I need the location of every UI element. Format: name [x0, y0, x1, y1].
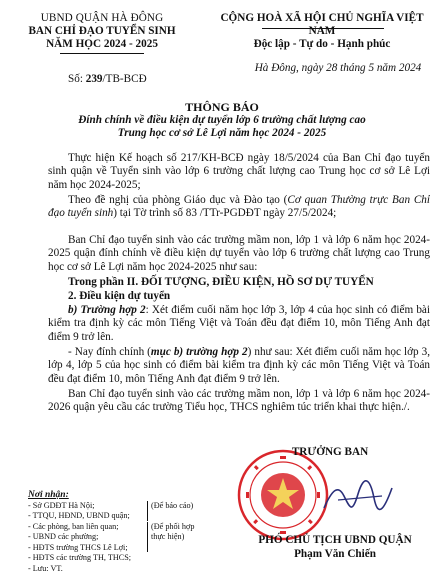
unit-name: BAN CHỈ ĐẠO TUYỂN SINH [28, 25, 176, 37]
document-subtitle [38, 114, 406, 140]
recipient-item: - Các phòng, ban liên quan; [28, 521, 119, 531]
correction-text-b: ) như sau: Xét điểm cuối năm học lớp 3, lớp 4, lớp 5 của học sinh có điểm bài kiểm tra định kỳ các môn Tiếng Việt và Toán đều đạt điểm 10, môn Tiếng Anh đạt điểm 9 trở lên. [48, 346, 430, 385]
paragraph-closing: Ban Chỉ đạo tuyển sinh vào các trường mầm non, lớp 1 và lớp 6 năm học 2024-2026 quận yêu cầu các trường Tiểu học, THCS nghiêm túc triển khai thực hiện./. [48, 388, 430, 414]
paragraph-announcement: Ban Chỉ đạo tuyển sinh vào các trường mầm non, lớp 1 và lớp 6 năm học 2024-2025 quận đính chính về điều kiện dự tuyển vào lớp 6 trường chất lượng cao Trung học cơ sở Lê Lợi năm học 2024-2025 như sau: [48, 234, 430, 273]
case-2-label: b) Trường hợp 2 [68, 304, 146, 316]
org-name: UBND QUẬN HÀ ĐÔNG [40, 12, 164, 24]
correction-text-a: - Nay đính chính ( [68, 346, 151, 358]
note-report-text: (Để báo cáo) [151, 501, 194, 510]
signer-title: TRƯỞNG BAN [291, 446, 369, 458]
signer-position: PHÓ CHỦ TỊCH UBND QUẬN [258, 534, 412, 546]
proposal-text-a: Theo đề nghị của phòng Giáo dục và Đào tạo ( [68, 194, 288, 206]
paragraph-reference: Thực hiện Kế hoạch số 217/KH-BCĐ ngày 18/5/2024 của Ban Chỉ đạo tuyển sinh quận về Tuyển sinh vào lớp 6 trường chất lượng cao Trung học cơ sở Lê Lợi năm học 2024-2025; [48, 152, 430, 191]
subtitle-line-2: Trung học cơ sở Lê Lợi năm học 2024 - 2025 [117, 127, 327, 139]
doc-number-value: 239 [85, 73, 103, 85]
document-title: THÔNG BÁO [185, 100, 259, 114]
motto: Độc lập - Tự do - Hạnh phúc [253, 38, 391, 50]
recipient-item: - HĐTS các trường TH, THCS; [28, 553, 132, 562]
paragraph-case-2 [48, 304, 430, 344]
subsection-heading: 2. Điều kiện dự tuyển [68, 290, 171, 302]
issuing-authority [16, 12, 188, 51]
country-name: CỘNG HOÀ XÃ HỘI CHỦ NGHĨA VIỆT NAM [220, 12, 424, 37]
note-coordinate-text: (Để phối hợp thực hiện) [151, 522, 195, 541]
school-year: NĂM HỌC 2024 - 2025 [46, 38, 158, 50]
recipient-item: - HĐTS trường THCS Lê Lợi; [28, 542, 128, 552]
case-2-text: : Xét điểm cuối năm học lớp 3, lớp 4 của học sinh có điểm bài kiểm tra định kỳ các môn Tiếng Việt và Toán đều đạt điểm 10, môn Tiếng Anh đạt điểm 9 trở lên. [48, 304, 431, 343]
doc-number-suffix: /TB-BCĐ [102, 73, 147, 85]
recipients-note-report [147, 501, 211, 521]
proposal-text-b: ) tại Tờ trình số 83 /TTr-PGDĐT ngày 27/5/2024; [113, 207, 337, 220]
recipient-item: - UBND các phường; [28, 532, 99, 541]
paragraph-proposal [48, 194, 430, 221]
correction-ref: mục b) trường hợp 2 [150, 346, 248, 358]
subtitle-line-1: Đính chính về điều kiện dự tuyển lớp 6 trường chất lượng cao [78, 114, 366, 126]
document-number [68, 73, 147, 85]
recipient-item: - Lưu: VT. [28, 563, 63, 573]
official-seal-icon [236, 448, 330, 542]
signer-name: Phạm Văn Chiến [294, 548, 376, 560]
section-heading: Trong phần II. ĐỐI TƯỢNG, ĐIỀU KIỆN, HỒ SƠ DỰ TUYỂN [68, 276, 374, 288]
doc-number-prefix: Số: [68, 73, 83, 85]
proposal-agency: Cơ quan Thường trực Ban Chỉ đạo tuyển sinh [48, 194, 430, 220]
recipient-item: - TTQU, HĐND, UBND quận; [28, 511, 130, 520]
header-left-rule [60, 53, 144, 54]
paragraph-correction [48, 346, 430, 386]
recipients-label: Nơi nhận: [28, 490, 69, 500]
place-date: Hà Đông, ngày 28 tháng 5 năm 2024 [254, 62, 422, 74]
recipient-item: - Sở GDĐT Hà Nội; [28, 500, 95, 510]
recipients-note-coordinate [147, 522, 206, 552]
national-header [206, 12, 438, 51]
handwritten-signature-icon [318, 470, 398, 520]
header-right-rule [262, 28, 384, 29]
